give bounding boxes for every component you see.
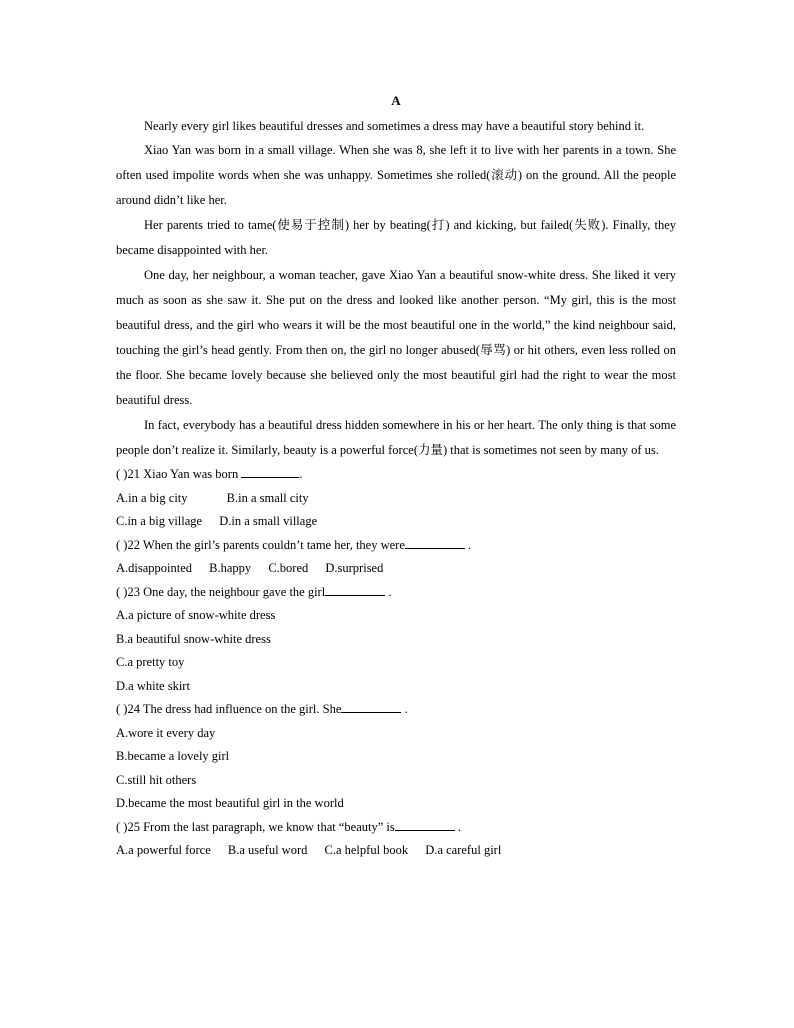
option-c: C.bored bbox=[268, 561, 309, 575]
question-stem: ( )25 From the last paragraph, we know that “beauty” is bbox=[116, 819, 395, 834]
question-23: ( )23 One day, the neighbour gave the girl . bbox=[116, 584, 392, 599]
options-row bbox=[116, 557, 676, 581]
document-page bbox=[116, 92, 676, 863]
option-a: A.disappointed bbox=[116, 561, 193, 575]
question-25: ( )25 From the last paragraph, we know that “beauty” is . bbox=[116, 819, 461, 834]
paragraph-4: One day, her neighbour, a woman teacher, gave Xiao Yan a beautiful snow-white dress. She liked it very much as soon as she saw it. She put on the dress and looked like another person. “My girl, this is the most beautiful dress, and the girl who wears it will be the most beautiful one in the world,” the kind neighbour said, touching the girl’s head gently. From then on, the girl no longer abused(辱骂) or hit others, even less rolled on the floor. She became lovely because she believed only the most beautiful girl had the right to wear the most beautiful dress. bbox=[116, 268, 676, 407]
question-24: ( )24 The dress had influence on the girl. She . bbox=[116, 702, 408, 716]
answer-blank bbox=[395, 818, 455, 831]
option-a: A.wore it every day bbox=[116, 725, 216, 740]
paragraph-1: Nearly every girl likes beautiful dresses and sometimes a dress may have a beautiful story behind it. bbox=[144, 119, 645, 133]
option-a: A.in a big city bbox=[116, 490, 188, 505]
question-21: ( )21 Xiao Yan was born . bbox=[116, 467, 303, 481]
paragraph-3: Her parents tried to tame(使易于控制) her by beating(打) and kicking, but failed(失败). Finally, they became disappointed with her. bbox=[116, 218, 676, 257]
options-row bbox=[116, 487, 676, 511]
passage-title: A bbox=[391, 93, 401, 108]
paragraph-2: Xiao Yan was born in a small village. When she was 8, she left it to live with her parents in a town. She often used impolite words when she was unhappy. Sometimes she rolled(滚动) on the ground. All the people around didn’t like her. bbox=[116, 143, 676, 207]
answer-blank bbox=[341, 700, 401, 713]
options-row bbox=[116, 510, 676, 534]
answer-blank bbox=[325, 583, 385, 596]
question-stem: ( )22 When the girl’s parents couldn’t tame her, they were bbox=[116, 537, 405, 552]
option-b: B.happy bbox=[209, 561, 252, 575]
answer-blank bbox=[405, 536, 465, 549]
question-stem: ( )24 The dress had influence on the girl. She bbox=[116, 702, 342, 716]
question-stem: ( )23 One day, the neighbour gave the girl bbox=[116, 584, 326, 599]
option-b: B.in a small city bbox=[226, 490, 309, 505]
options-row bbox=[116, 839, 676, 863]
answer-blank bbox=[241, 465, 299, 478]
option-c: C.a pretty toy bbox=[116, 655, 185, 669]
paragraph-5: In fact, everybody has a beautiful dress hidden somewhere in his or her heart. The only thing is that some people don’t realize it. Similarly, beauty is a powerful force(力量) that is sometimes not seen by many of us. bbox=[116, 418, 676, 457]
option-d: D.a white skirt bbox=[116, 678, 190, 693]
question-stem: ( )21 Xiao Yan was born bbox=[116, 467, 239, 481]
option-b: B.a beautiful snow-white dress bbox=[116, 631, 271, 646]
option-d: D.a careful girl bbox=[425, 843, 502, 857]
question-22: ( )22 When the girl’s parents couldn’t tame her, they were . bbox=[116, 537, 472, 552]
option-d: D.became the most beautiful girl in the world bbox=[116, 796, 344, 810]
option-c: C.still hit others bbox=[116, 772, 197, 787]
option-b: B.became a lovely girl bbox=[116, 749, 230, 763]
option-d: D.surprised bbox=[325, 561, 384, 575]
option-c: C.in a big village bbox=[116, 514, 203, 528]
option-d: D.in a small village bbox=[219, 514, 318, 528]
option-a: A.a powerful force bbox=[116, 843, 211, 857]
option-c: C.a helpful book bbox=[324, 843, 409, 857]
option-a: A.a picture of snow-white dress bbox=[116, 608, 276, 622]
option-b: B.a useful word bbox=[227, 843, 308, 857]
